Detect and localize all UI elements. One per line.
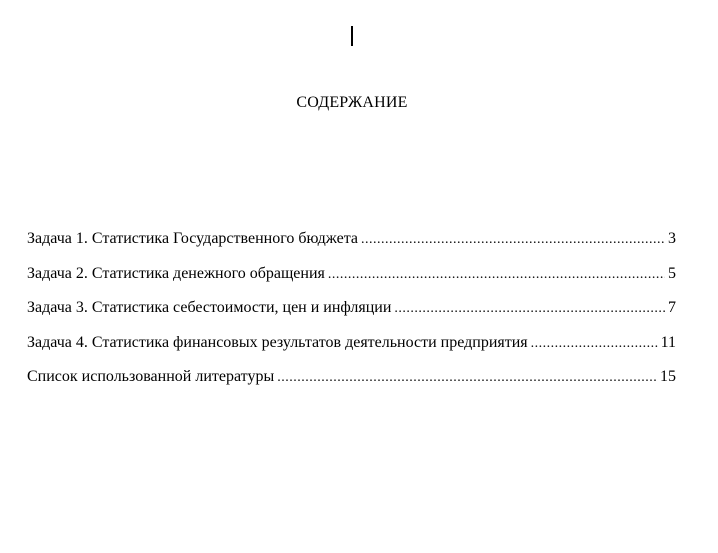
toc-page-number: 3 bbox=[668, 230, 676, 247]
table-of-contents bbox=[27, 228, 676, 401]
page-title: СОДЕРЖАНИЕ bbox=[296, 94, 408, 111]
toc-dot-leader bbox=[328, 264, 665, 286]
toc-entry-label: Задача 1. Статистика Государственного бюджета bbox=[27, 230, 359, 247]
toc-entry-label: Задача 4. Статистика финансовых результатов деятельности предприятия bbox=[27, 333, 528, 351]
toc-dot-leader bbox=[531, 333, 658, 355]
toc-entry-references[interactable] bbox=[27, 366, 676, 388]
toc-entry-label: Задача 2. Статистика денежного обращения bbox=[27, 264, 325, 282]
toc-dot-leader bbox=[277, 367, 657, 389]
toc-entry-task-1[interactable] bbox=[27, 228, 676, 250]
toc-entry-label: Задача 3. Статистика себестоимости, цен и инфляции bbox=[27, 299, 392, 316]
toc-entry-task-4[interactable] bbox=[27, 332, 676, 354]
toc-dot-leader bbox=[394, 298, 665, 320]
toc-page-number: 15 bbox=[660, 368, 676, 385]
toc-dot-leader bbox=[361, 229, 665, 251]
toc-page-number: 7 bbox=[668, 299, 676, 316]
toc-page-number: 5 bbox=[668, 264, 676, 282]
toc-entry-task-2[interactable] bbox=[27, 263, 676, 285]
text-cursor bbox=[351, 26, 353, 46]
toc-page-number: 11 bbox=[660, 333, 676, 351]
toc-entry-label: Список использованной литературы bbox=[27, 368, 275, 385]
toc-entry-task-3[interactable] bbox=[27, 297, 676, 319]
